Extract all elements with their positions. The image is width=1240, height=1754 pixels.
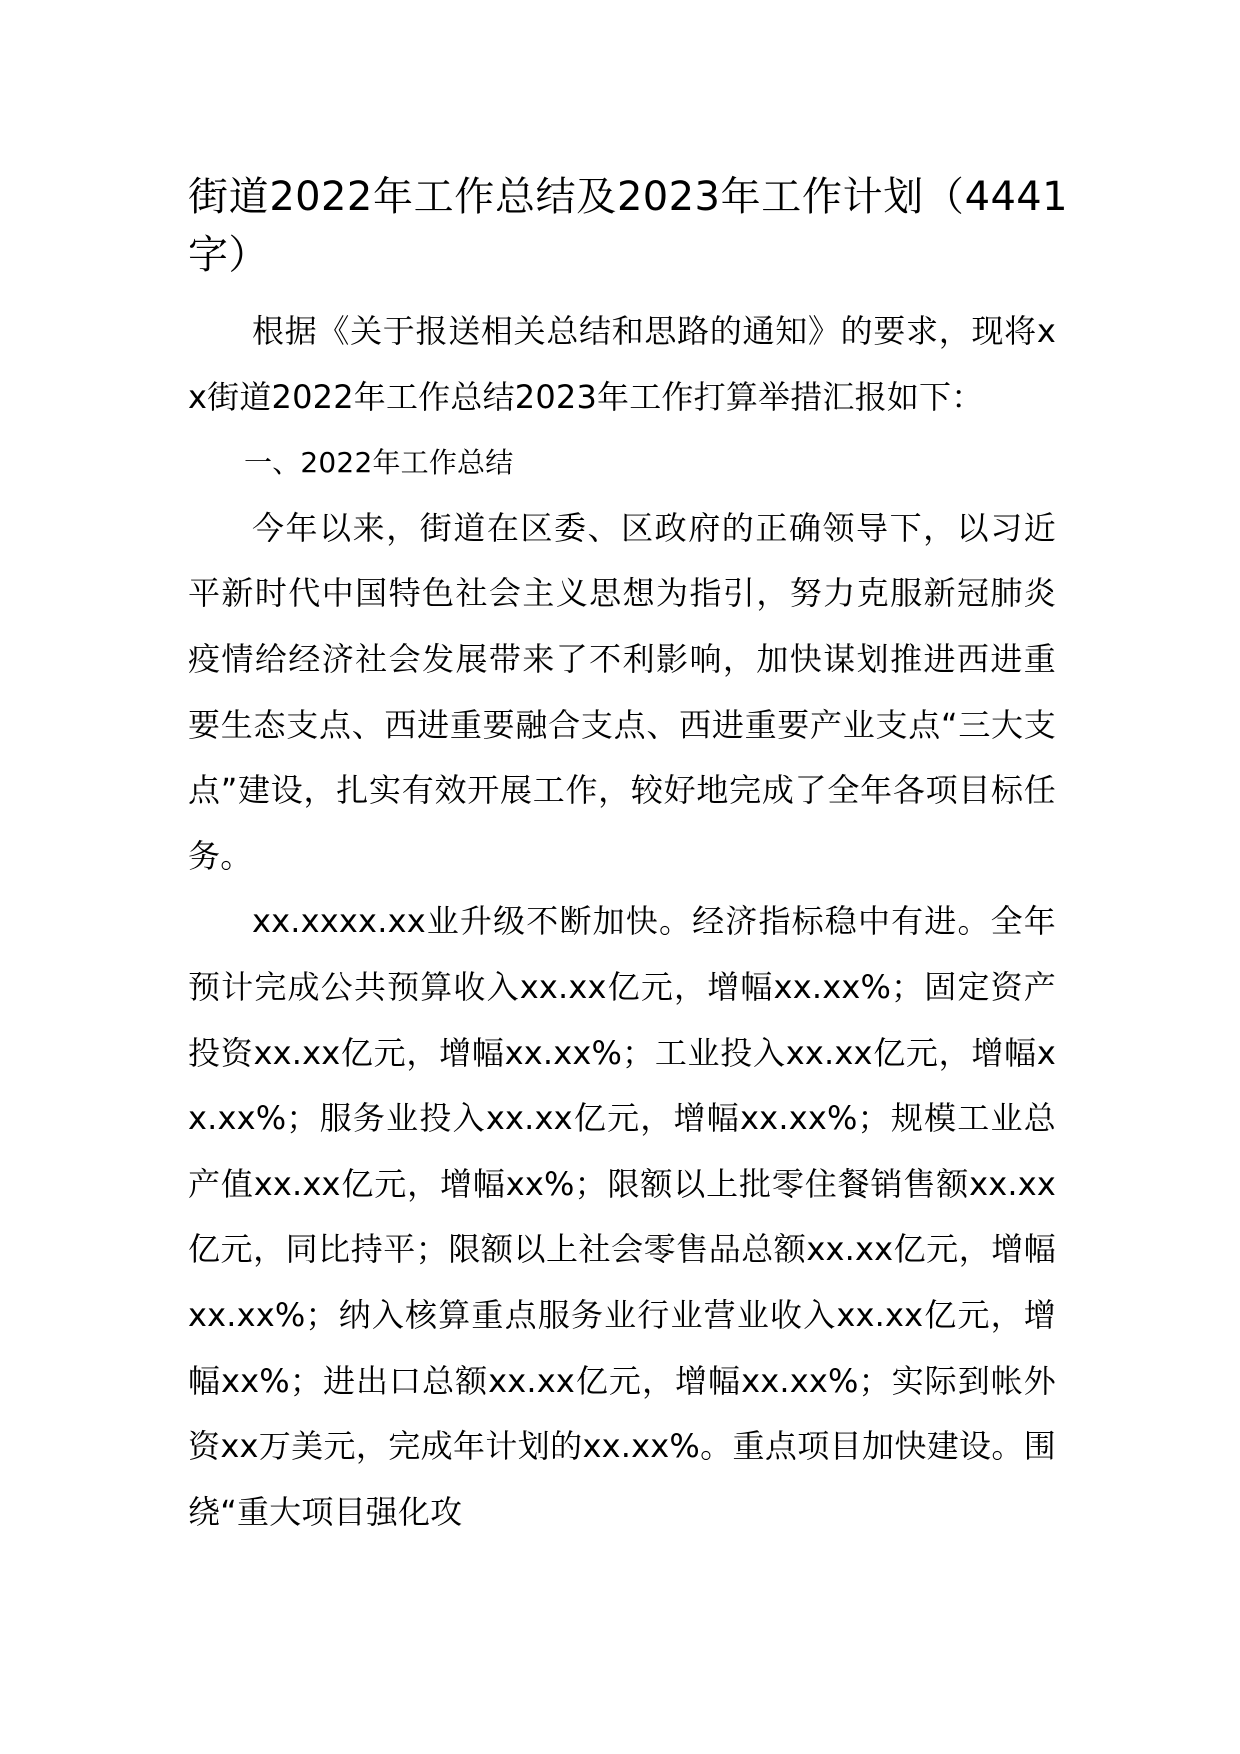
document-body <box>188 299 1056 1545</box>
section-heading: 一、2022年工作总结 <box>244 446 514 480</box>
document-title: 街道2022年工作总结及2023年工作计划（4441字） <box>188 174 1068 278</box>
intro-paragraph: 根据《关于报送相关总结和思路的通知》的要求，现将xx街道2022年工作总结2023年工作打算举措汇报如下： <box>188 312 1056 416</box>
economic-indicators-paragraph: xx.xxxx.xx业升级不断加快。经济指标稳中有进。全年预计完成公共预算收入xx.xx亿元，增幅xx.xx%；固定资产投资xx.xx亿元，增幅xx.xx%；工业投入xx.xx亿元，增幅xx.xx%；服务业投入xx.xx亿元，增幅xx.xx%；规模工业总产值xx.xx亿元，增幅xx%；限额以上批零住餐销售额xx.xx亿元，同比持平；限额以上社会零售品总额xx.xx亿元，增幅xx.xx%；纳入核算重点服务业行业营业收入xx.xx亿元，增幅xx%；进出口总额xx.xx亿元，增幅xx.xx%；实际到帐外资xx万美元，完成年计划的xx.xx%。重点项目加快建设。围绕“重大项目强化攻 <box>188 902 1056 1531</box>
summary-paragraph: 今年以来，街道在区委、区政府的正确领导下，以习近平新时代中国特色社会主义思想为指引，努力克服新冠肺炎疫情给经济社会发展带来了不利影响，加快谋划推进西进重要生态支点、西进重要融合支点、西进重要产业支点“三大支点”建设，扎实有效开展工作，较好地完成了全年各项目标任务。 <box>188 508 1056 875</box>
